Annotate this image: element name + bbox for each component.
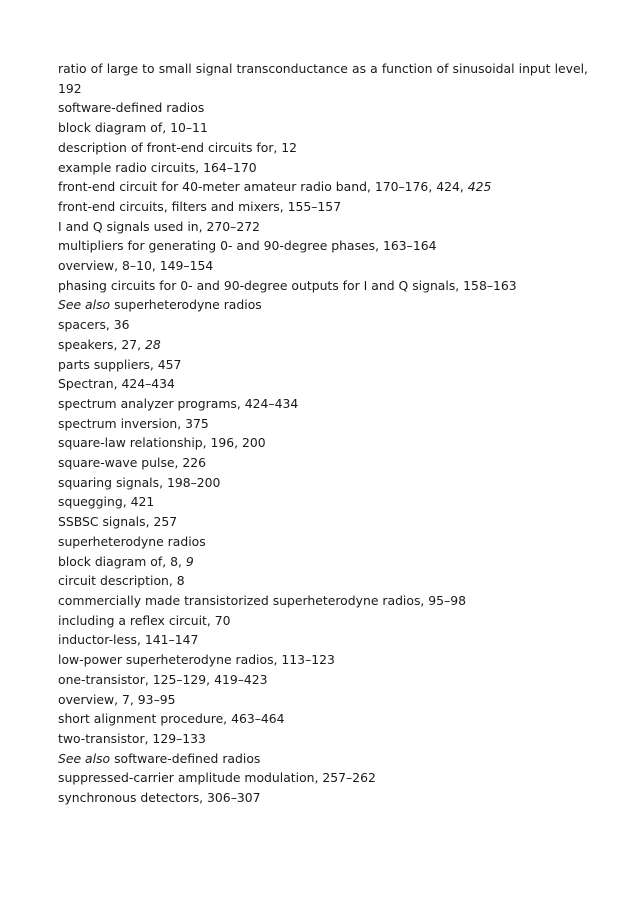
index-entry-text: spectrum analyzer programs, 424–434	[58, 395, 299, 411]
index-entry	[58, 433, 588, 453]
index-entry-text: two-transistor, 129–133	[58, 730, 206, 746]
index-entry	[58, 236, 588, 256]
index-entry-text: phasing circuits for 0- and 90-degree outputs for I and Q signals, 158–163	[58, 277, 517, 293]
index-entry	[58, 414, 588, 434]
index-entry-list	[58, 59, 588, 808]
index-entry	[58, 670, 588, 690]
index-entry	[58, 158, 588, 178]
index-entry	[58, 355, 588, 375]
index-entry	[58, 256, 588, 276]
index-entry-italic-text: See also	[58, 750, 111, 766]
index-entry-italic-text: 9	[185, 553, 194, 569]
index-entry	[58, 729, 588, 749]
index-entry	[58, 295, 588, 315]
index-entry-text: parts suppliers, 457	[58, 356, 182, 372]
index-entry-text: spacers, 36	[58, 317, 130, 333]
index-entry-text: square-wave pulse, 226	[58, 455, 207, 471]
index-entry	[58, 98, 588, 118]
index-entry-text: spectrum inversion, 375	[58, 415, 209, 431]
index-entry	[58, 552, 588, 572]
index-entry-text: short alignment procedure, 463–464	[58, 711, 285, 727]
index-entry	[58, 709, 588, 729]
index-entry-text: suppressed-carrier amplitude modulation, 257–262	[58, 770, 376, 786]
index-entry	[58, 217, 588, 237]
index-entry-text: including a reflex circuit, 70	[58, 612, 231, 628]
index-entry-italic-text: 425	[467, 179, 492, 195]
index-entry	[58, 335, 588, 355]
index-entry	[58, 374, 588, 394]
index-entry	[58, 591, 588, 611]
index-entry	[58, 394, 588, 414]
index-entry	[58, 690, 588, 710]
index-entry	[58, 118, 588, 138]
index-entry-text: I and Q signals used in, 270–272	[58, 218, 260, 234]
index-entry-text: squegging, 421	[58, 494, 155, 510]
index-page	[58, 59, 588, 808]
index-entry-text: description of front-end circuits for, 12	[58, 139, 298, 155]
index-entry	[58, 453, 588, 473]
index-entry-text: overview, 7, 93–95	[58, 691, 176, 707]
index-entry-text: squaring signals, 198–200	[58, 474, 221, 490]
index-entry	[58, 512, 588, 532]
index-entry	[58, 473, 588, 493]
index-entry	[58, 492, 588, 512]
index-entry-italic-text: See also	[58, 297, 111, 313]
index-entry	[58, 611, 588, 631]
index-entry-text: multipliers for generating 0- and 90-degree phases, 163–164	[58, 238, 437, 254]
index-entry-text: block diagram of, 8,	[58, 553, 186, 569]
index-entry-text: software-defined radios	[110, 750, 261, 766]
index-entry-text: front-end circuits, filters and mixers, 155–157	[58, 198, 342, 214]
index-entry-text: square-law relationship, 196, 200	[58, 435, 266, 451]
index-entry	[58, 532, 588, 552]
index-entry-text: SSBSC signals, 257	[58, 514, 178, 530]
index-entry-text: circuit description, 8	[58, 573, 185, 589]
index-entry-text: front-end circuit for 40-meter amateur radio band, 170–176, 424,	[58, 179, 468, 195]
index-entry	[58, 571, 588, 591]
index-entry	[58, 59, 588, 98]
index-entry	[58, 315, 588, 335]
index-entry-text: one-transistor, 125–129, 419–423	[58, 671, 268, 687]
index-entry-text: synchronous detectors, 306–307	[58, 790, 261, 806]
index-entry-text: ratio of large to small signal transconductance as a function of sinusoidal input level, 192	[58, 61, 588, 96]
index-entry	[58, 788, 588, 808]
index-entry	[58, 768, 588, 788]
index-entry-text: software-defined radios	[58, 100, 205, 116]
index-entry-text: inductor-less, 141–147	[58, 632, 199, 648]
index-entry-italic-text: 28	[144, 336, 161, 352]
index-entry	[58, 276, 588, 296]
index-entry	[58, 138, 588, 158]
index-entry	[58, 749, 588, 769]
index-entry-text: superheterodyne radios	[58, 533, 206, 549]
index-entry-text: overview, 8–10, 149–154	[58, 258, 214, 274]
index-entry-text: example radio circuits, 164–170	[58, 159, 257, 175]
index-entry-text: Spectran, 424–434	[58, 376, 175, 392]
index-entry-text: commercially made transistorized superheterodyne radios, 95–98	[58, 592, 467, 608]
index-entry-text: low-power superheterodyne radios, 113–123	[58, 652, 335, 668]
index-entry	[58, 630, 588, 650]
index-entry	[58, 650, 588, 670]
index-entry-text: superheterodyne radios	[110, 297, 262, 313]
index-entry	[58, 177, 588, 197]
index-entry-text: speakers, 27,	[58, 336, 145, 352]
index-entry	[58, 197, 588, 217]
index-entry-text: block diagram of, 10–11	[58, 120, 208, 136]
